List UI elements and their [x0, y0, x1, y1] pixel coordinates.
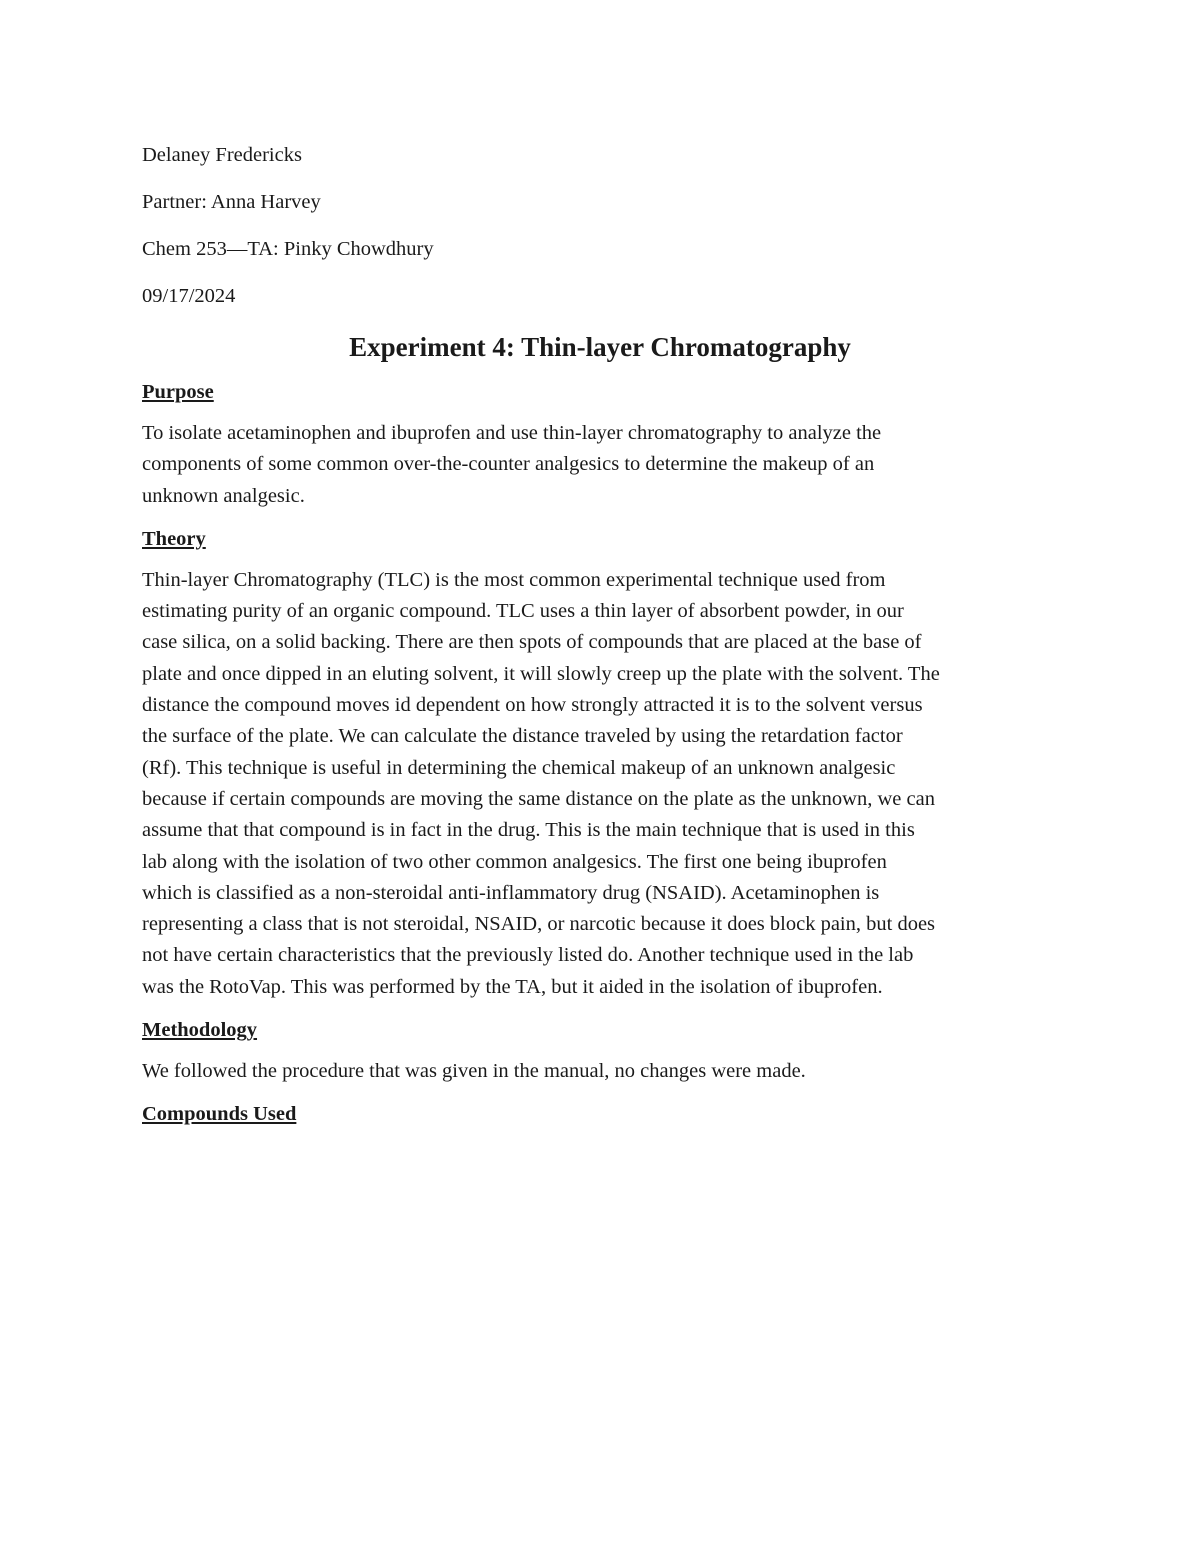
- theory-line: assume that that compound is in fact in the drug. This is the main technique that is used in this: [142, 819, 915, 842]
- theory-line: which is classified as a non-steroidal anti-inflammatory drug (NSAID). Acetaminophen is: [142, 881, 880, 904]
- theory-line: lab along with the isolation of two other common analgesics. The first one being ibuprofen: [142, 850, 887, 873]
- course-info: Chem 253—TA: Pinky Chowdhury: [142, 238, 434, 260]
- theory-paragraph: [142, 565, 1062, 1003]
- theory-heading: Theory: [142, 527, 206, 550]
- theory-line: (Rf). This technique is useful in determining the chemical makeup of an unknown analgesic: [142, 756, 896, 779]
- partner-name: Partner: Anna Harvey: [142, 191, 321, 213]
- theory-line: case silica, on a solid backing. There are then spots of compounds that are placed at the base of: [142, 631, 922, 654]
- theory-line: estimating purity of an organic compound. TLC uses a thin layer of absorbent powder, in our: [142, 600, 904, 623]
- methodology-paragraph: [142, 1056, 1062, 1087]
- theory-line: the surface of the plate. We can calculate the distance traveled by using the retardation factor: [142, 725, 903, 748]
- theory-line: was the RotoVap. This was performed by the TA, but it aided in the isolation of ibuprofen.: [142, 975, 883, 998]
- methodology-line: We followed the procedure that was given in the manual, no changes were made.: [142, 1060, 806, 1083]
- purpose-line: components of some common over-the-counter analgesics to determine the makeup of an: [142, 453, 875, 476]
- theory-line: Thin-layer Chromatography (TLC) is the most common experimental technique used from: [142, 568, 886, 591]
- purpose-line: To isolate acetaminophen and ibuprofen and use thin-layer chromatography to analyze the: [142, 422, 882, 444]
- theory-line: because if certain compounds are moving the same distance on the plate as the unknown, we can: [142, 787, 935, 810]
- purpose-line: unknown analgesic.: [142, 484, 305, 507]
- purpose-heading: Purpose: [142, 381, 214, 403]
- author-name: Delaney Fredericks: [142, 144, 302, 166]
- report-date: 09/17/2024: [142, 285, 236, 307]
- compounds-heading: Compounds Used: [142, 1103, 297, 1126]
- theory-line: plate and once dipped in an eluting solvent, it will slowly creep up the plate with the solvent. The: [142, 662, 940, 685]
- theory-line: not have certain characteristics that the previously listed do. Another technique used in the lab: [142, 944, 914, 967]
- theory-line: representing a class that is not steroidal, NSAID, or narcotic because it does block pain, but does: [142, 913, 936, 936]
- methodology-heading: Methodology: [142, 1019, 258, 1042]
- theory-line: distance the compound moves id dependent on how strongly attracted it is to the solvent versus: [142, 694, 923, 717]
- document-page: [142, 140, 1062, 1140]
- document-title: Experiment 4: Thin-layer Chromatography: [349, 332, 851, 362]
- purpose-paragraph: [142, 418, 1062, 512]
